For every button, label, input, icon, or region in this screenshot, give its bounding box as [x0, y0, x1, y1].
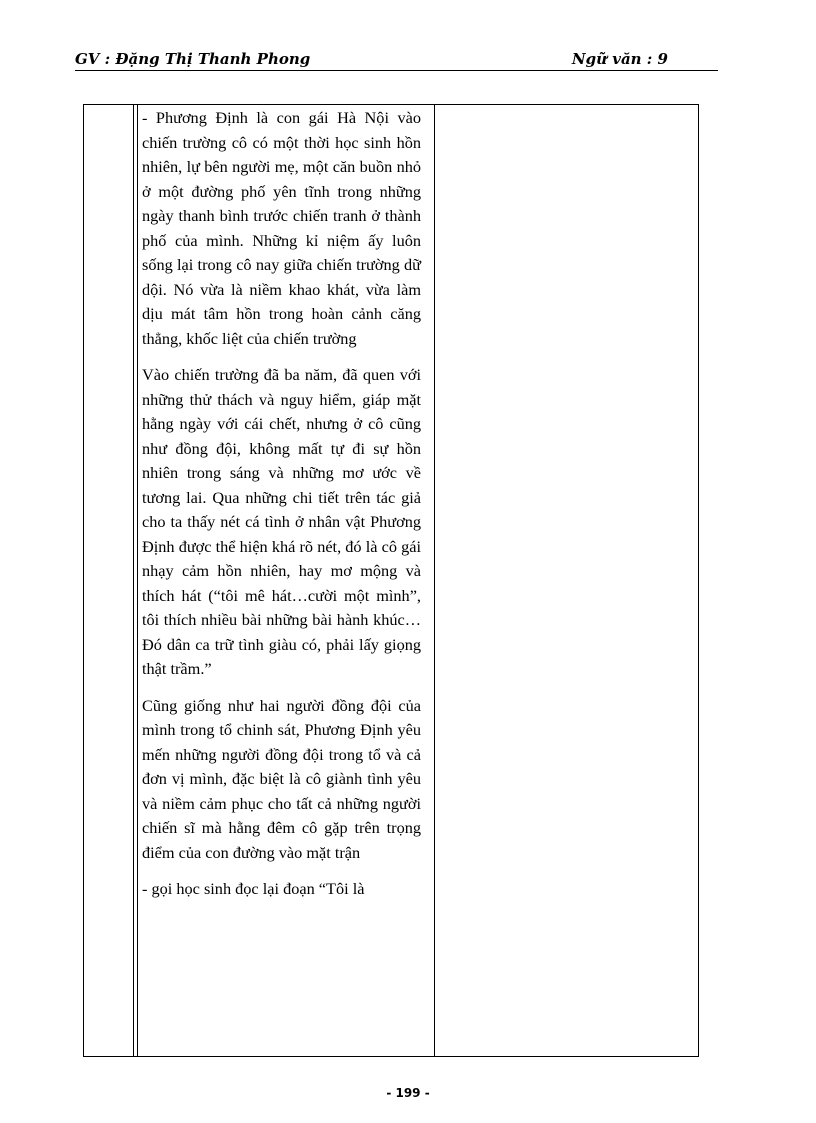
content-column — [142, 106, 421, 902]
paragraph-1: - Phương Định là con gái Hà Nội vào chiến trường cô có một thời học sinh hồn nhiên, lự bên người mẹ, một căn buồn nhỏ ở một đường phố yên tĩnh trong những ngày thanh bình trước chiến tranh ở thành phố của mình. Những kỉ niệm ấy luôn sống lại trong cô nay giữa chiến trường dữ dội. Nó vừa là niềm khao khát, vừa làm dịu mát tâm hồn trong hoàn cảnh căng thẳng, khốc liệt của chiến trường — [142, 108, 421, 348]
header-subject: Ngữ văn : 9 — [571, 50, 668, 68]
page-number: - 199 - — [386, 1086, 430, 1100]
header-author: GV : Đặng Thị Thanh Phong — [75, 50, 311, 68]
paragraph-3: Cũng giống như hai người đồng đội của mình trong tổ chinh sát, Phương Định yêu mến những người đồng đội trong tổ và cả đơn vị mình, đặc biệt là cô giành tình yêu và niềm cảm phục cho tất cả những người chiến sĩ mà hằng đêm cô gặp trên trọng điểm của con đường vào mặt trận — [142, 695, 421, 862]
column-divider-left-double — [137, 105, 138, 1056]
column-divider-left — [133, 105, 134, 1056]
page-header — [75, 48, 718, 71]
paragraph-4: - gọi học sinh đọc lại đoạn “Tôi là — [142, 879, 365, 898]
column-divider-right — [434, 105, 435, 1056]
paragraph-2: Vào chiến trường đã ba năm, đã quen với những thử thách và nguy hiểm, giáp mặt hằng ngày với cái chết, nhưng ở cô cũng như đồng đội, không mất tự đi sự hồn nhiên trong sáng và những mơ ước về tương lai. Qua những chi tiết trên tác giả cho ta thấy nét cá tình ở nhân vật Phương Định được thể hiện khá rõ nét, đó là cô gái nhạy cảm hồn nhiên, hay mơ mộng và thích hát (“tôi mê hát…cười một mình”, tôi thích nhiều bài những bài hành khúc…Đó dân ca trữ tình giàu có, phải lấy giọng thật trầm.” — [142, 365, 421, 678]
